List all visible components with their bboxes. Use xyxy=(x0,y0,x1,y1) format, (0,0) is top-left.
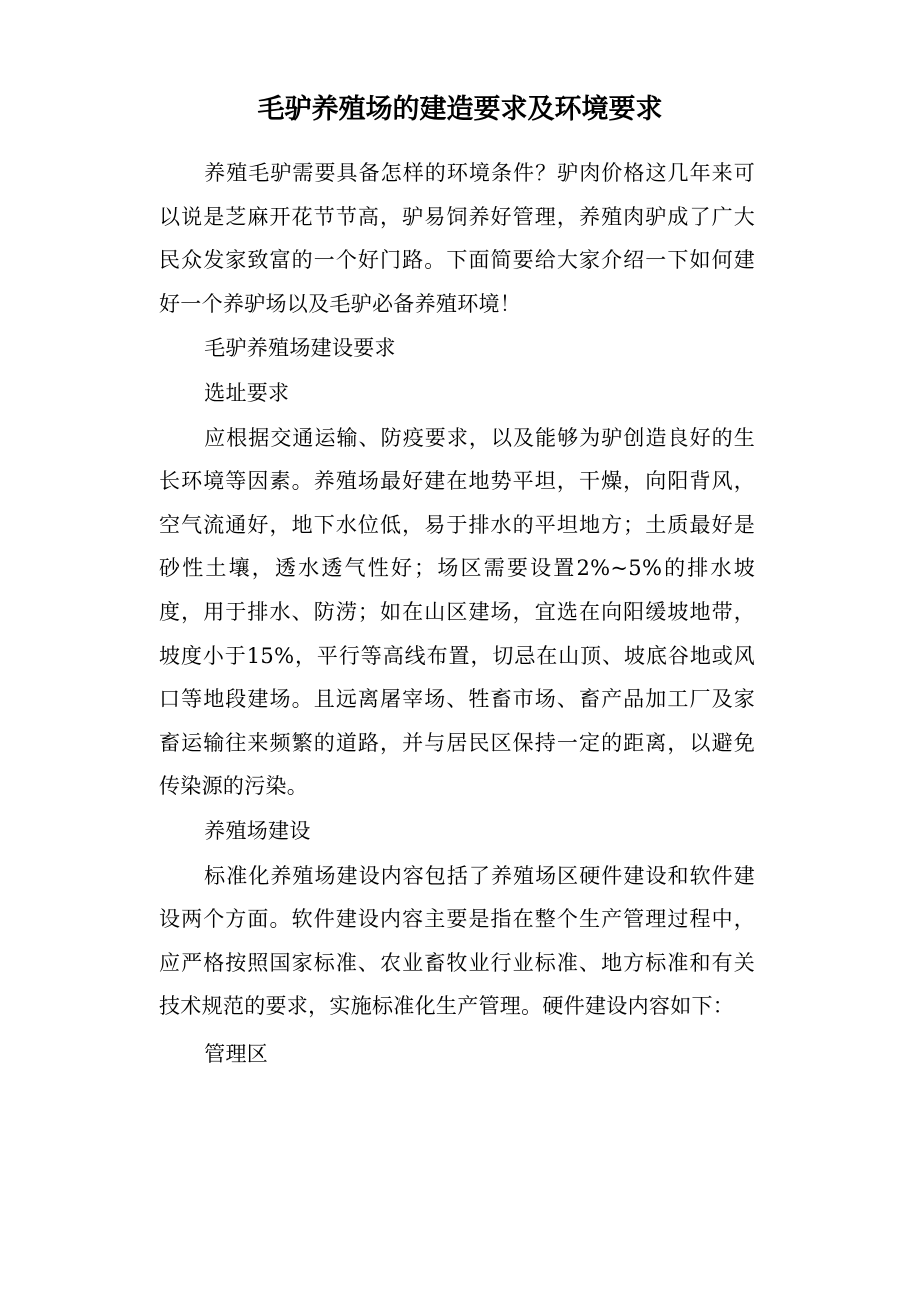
subsection-heading-site-selection: 选址要求 xyxy=(204,380,290,405)
site-selection-paragraph: 应根据交通运输、防疫要求，以及能够为驴创造良好的生长环境等因素。养殖场最好建在地势平坦，干燥，向阳背风，空气流通好，地下水位低，易于排水的平坦地方；土质最好是砂性土壤，透水透气性好；场区需要设置2%~5%的排水坡度，用于排水、防涝；如在山区建场，宜选在向阳缓坡地带，坡度小于15%，平行等高线布置，切忌在山顶、坡底谷地或风口等地段建场。且远离屠宰场、牲畜市场、畜产品加工厂及家畜运输往来频繁的道路，并与居民区保持一定的距离，以避免传染源的污染。 xyxy=(159,425,755,799)
document-title: 毛驴养殖场的建造要求及环境要求 xyxy=(257,94,663,125)
intro-paragraph: 养殖毛驴需要具备怎样的环境条件？驴肉价格这几年来可以说是芝麻开花节节高，驴易饲养好管理，养殖肉驴成了广大民众发家致富的一个好门路。下面简要给大家介绍一下如何建好一个养驴场以及毛驴必备养殖环境！ xyxy=(159,161,755,316)
section-heading-construction-requirements: 毛驴养殖场建设要求 xyxy=(204,336,396,361)
subsection-heading-farm-construction: 养殖场建设 xyxy=(204,818,311,843)
farm-construction-paragraph: 标准化养殖场建设内容包括了养殖场区硬件建设和软件建设两个方面。软件建设内容主要是指在整个生产管理过程中，应严格按照国家标准、农业畜牧业行业标准、地方标准和有关技术规范的要求，实施标准化生产管理。硬件建设内容如下： xyxy=(159,863,755,1019)
subsection-heading-management-area: 管理区 xyxy=(204,1041,269,1066)
document-body xyxy=(159,152,755,1076)
